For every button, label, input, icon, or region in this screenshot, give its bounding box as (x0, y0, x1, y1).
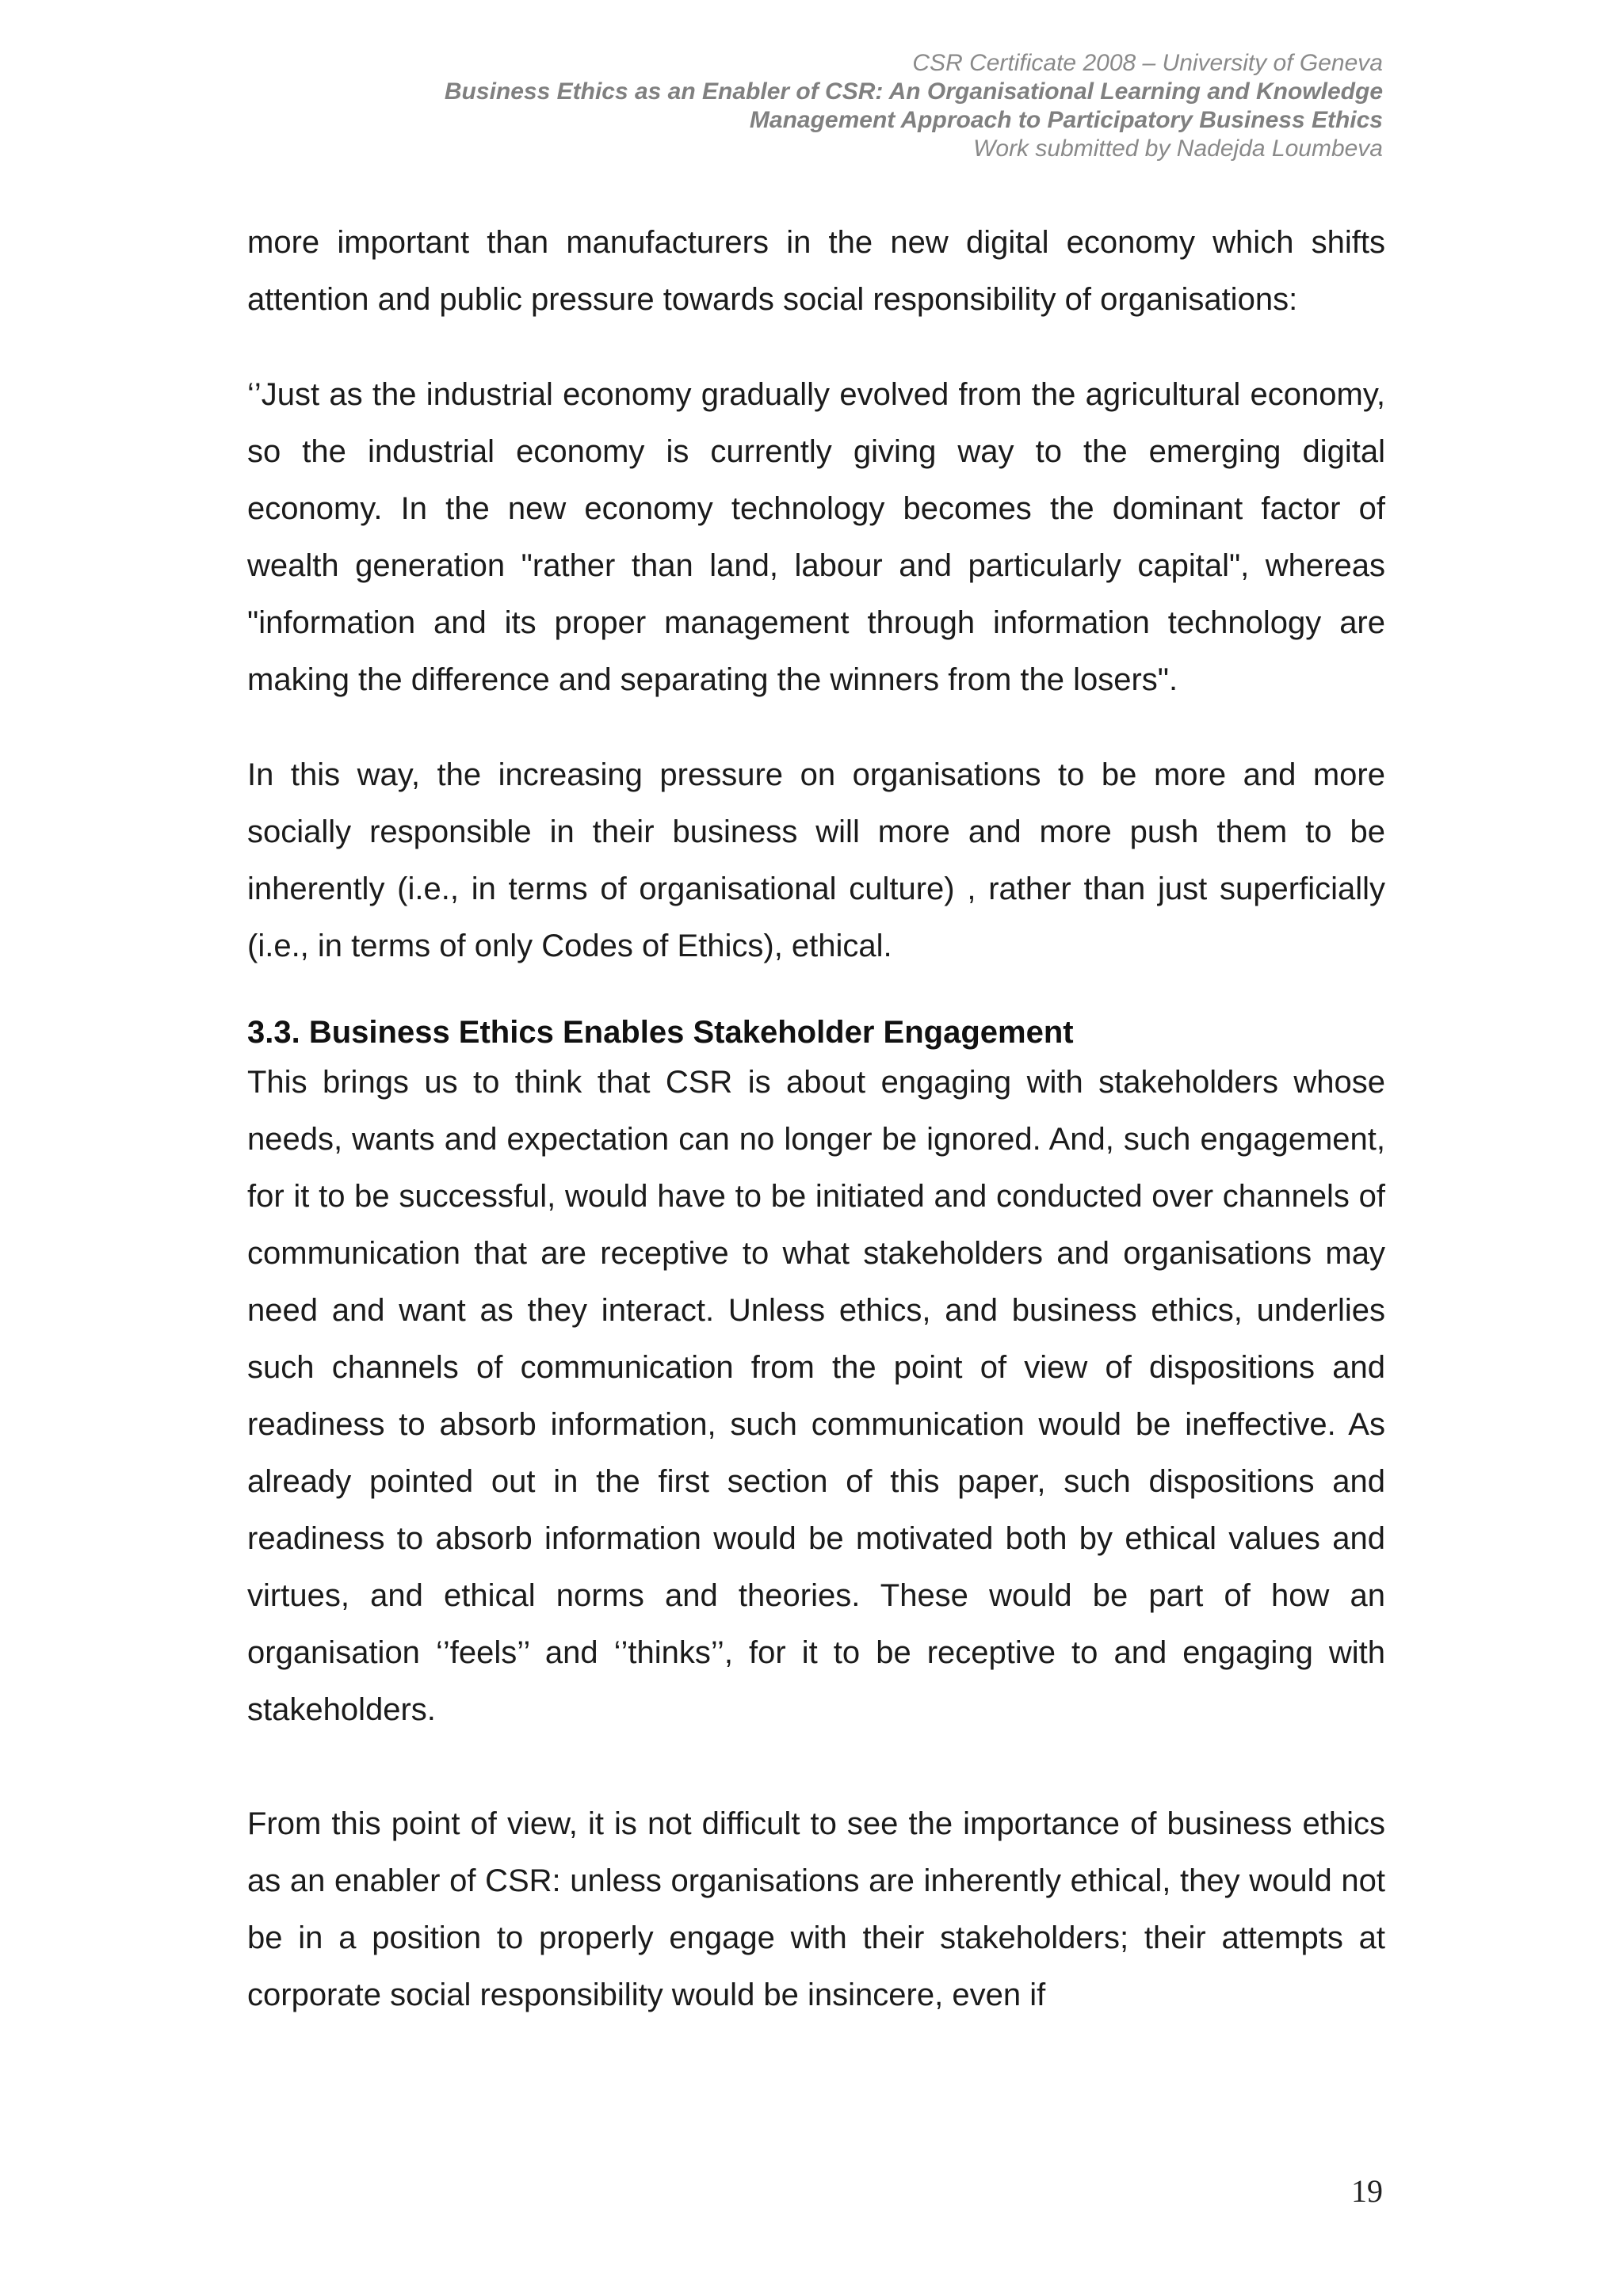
spacer (247, 1738, 1385, 1795)
spacer (247, 974, 1385, 1011)
paragraph-1: more important than manufacturers in the new digital economy which shifts attention and public pressure towards social responsibility of organisations: (247, 225, 1385, 317)
paragraph-quote: ‘’Just as the industrial economy gradually evolved from the agricultural economy, so the industrial economy is currently giving way to the emerging digital economy. In the new economy technology becomes the dominant factor of wealth generation "rather than land, labour and particularly capital", whereas "information and its proper management through information technology are making the difference and separating the winners from the losers". (247, 377, 1385, 697)
header-certificate-line: CSR Certificate 2008 – University of Geneva (912, 50, 1383, 76)
paragraph-5: From this point of view, it is not difficult to see the importance of business ethics as an enabler of CSR: unless organisations are inherently ethical, they would not be in a position to properly engage with their stakeholders; their attempts at corporate social responsibility would be insincere, even if (247, 1806, 1385, 2012)
header-author-line: Work submitted by Nadejda Loumbeva (973, 135, 1383, 162)
header-title-line-2: Management Approach to Participatory Business Ethics (749, 107, 1383, 133)
spacer (247, 708, 1385, 746)
header-title-line-1: Business Ethics as an Enabler of CSR: An Organisational Learning and Knowledge (444, 78, 1383, 105)
section-heading: 3.3. Business Ethics Enables Stakeholder Engagement (247, 1015, 1074, 1050)
paragraph-4: This brings us to think that CSR is about engaging with stakeholders whose needs, wants and expectation can no longer be ignored. And, such engagement, for it to be successful, would have to be initiated and conducted over channels of communication that are receptive to what stakeholders and organisations may need and want as they interact. Unless ethics, and business ethics, underlies such channels of communication from the point of view of dispositions and readiness to absorb information, such communication would be ineffective. As already pointed out in the first section of this paper, such dispositions and readiness to absorb information would be motivated both by ethical values and virtues, and ethical norms and theories. These would be part of how an organisation ‘’feels’’ and ‘’thinks’’, for it to be receptive to and engaging with stakeholders. (247, 1065, 1385, 1727)
paragraph-3: In this way, the increasing pressure on organisations to be more and more socially responsible in their business will more and more push them to be inherently (i.e., in terms of organisational culture) , rather than just superficially (i.e., in terms of only Codes of Ethics), ethical. (247, 757, 1385, 963)
page-number: 19 (1351, 2173, 1383, 2209)
body-text (247, 214, 1385, 2023)
running-header (273, 49, 1383, 163)
spacer (247, 328, 1385, 366)
